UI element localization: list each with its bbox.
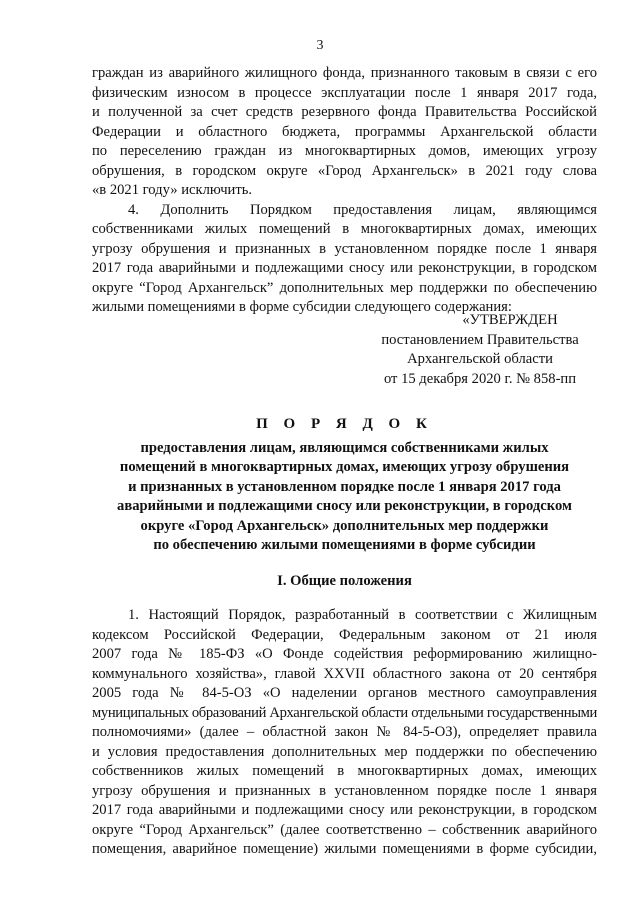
text-line: по переселению граждан из многоквартирных домов, имеющих угрозу [92, 143, 597, 159]
text-line: угрозу обрушения и признанных в установленном порядке после 1 января [92, 240, 597, 257]
text-line: физическим износом в процессе эксплуатации после 1 января 2017 года, [92, 84, 597, 101]
heading-title: П О Р Я Д О К [256, 416, 433, 432]
text-line: 2017 года аварийными и подлежащими сносу или реконструкции, в городском [92, 260, 597, 276]
text-line: полномочиями» (далее – областной закон № 84-5-ОЗ), определяет правила [92, 724, 597, 740]
page-number: 3 [316, 38, 324, 53]
text-line: обрушения, в городском округе «Город Архангельск» в 2021 году слова [92, 162, 597, 179]
text-line: и условия предоставления дополнительных мер поддержки по обеспечению [92, 743, 597, 760]
text-line: округе “Город Архангельск” (далее соответственно – собственник аварийного [92, 821, 597, 838]
text-line: помещения, аварийное помещение) жилыми помещениями в форме субсидии, [92, 841, 597, 857]
text-line: и полученной за счет средств резервного фонда Правительства Российской [92, 104, 597, 120]
heading-line: округе «Город Архангельск» дополнительных мер поддержки [140, 517, 549, 534]
approval-line: от 15 декабря 2020 г. № 858-пп [383, 370, 577, 387]
text-line: граждан из аварийного жилищного фонда, признанного таковым в связи с его [92, 65, 597, 81]
heading-line: по обеспечению жилыми помещениями в форме субсидии [153, 537, 536, 553]
text-line: 2005 года № 84-5-ОЗ «О наделении органов местного самоуправления [92, 685, 597, 701]
text-line: округе “Город Архангельск” дополнительных мер поддержки по обеспечению [92, 279, 597, 296]
text-line: 2017 года аварийными и подлежащими сносу или реконструкции, в городском [92, 802, 597, 818]
section-title: I. Общие положения [277, 573, 412, 589]
section-text-block [92, 606, 597, 860]
top-text-block [92, 64, 597, 318]
text-line: муниципальных образований Архангельской области отдельными государственными [92, 704, 597, 721]
text-line: «в 2021 году» исключить. [92, 182, 253, 198]
approval-line: Архангельской области [407, 351, 553, 367]
text-line: 1. Настоящий Порядок, разработанный в соответствии с Жилищным [128, 607, 597, 623]
document-heading [92, 415, 597, 556]
text-line: 2007 года № 185-ФЗ «О Фонде содействия реформированию жилищно- [92, 646, 597, 662]
heading-line: и признанных в установленном порядке после 1 января 2017 года [128, 478, 561, 495]
approval-line: «УТВЕРЖДЕН [462, 312, 558, 328]
text-line: собственников жилых помещений в многоквартирных домах, имеющих [92, 763, 597, 779]
text-line: угрозу обрушения и признанных в установленном порядке после 1 января [92, 782, 597, 799]
approval-line: постановлением Правительства [381, 331, 579, 348]
text-line: собственниками жилых помещений в многоквартирных домах, имеющих [92, 221, 597, 237]
text-line: жилыми помещениями в форме субсидии следующего содержания: [92, 299, 512, 315]
text-line: 4. Дополнить Порядком предоставления лицам, являющимся [128, 201, 597, 218]
text-line: коммунального хозяйства», главой XXVII областного закона от 20 сентября [92, 665, 597, 682]
heading-line: помещений в многоквартирных домах, имеющих угрозу обрушения [119, 459, 570, 475]
heading-line: предоставления лицам, являющимся собственниками жилых [140, 439, 549, 456]
text-line: кодексом Российской Федерации, Федеральным законом от 21 июля [92, 626, 597, 643]
heading-line: аварийными и подлежащими сносу или реконструкции, в городском [117, 498, 572, 514]
approval-stamp [360, 311, 600, 389]
text-line: Федерации и областного бюджета, программы Архангельской области [92, 123, 597, 140]
